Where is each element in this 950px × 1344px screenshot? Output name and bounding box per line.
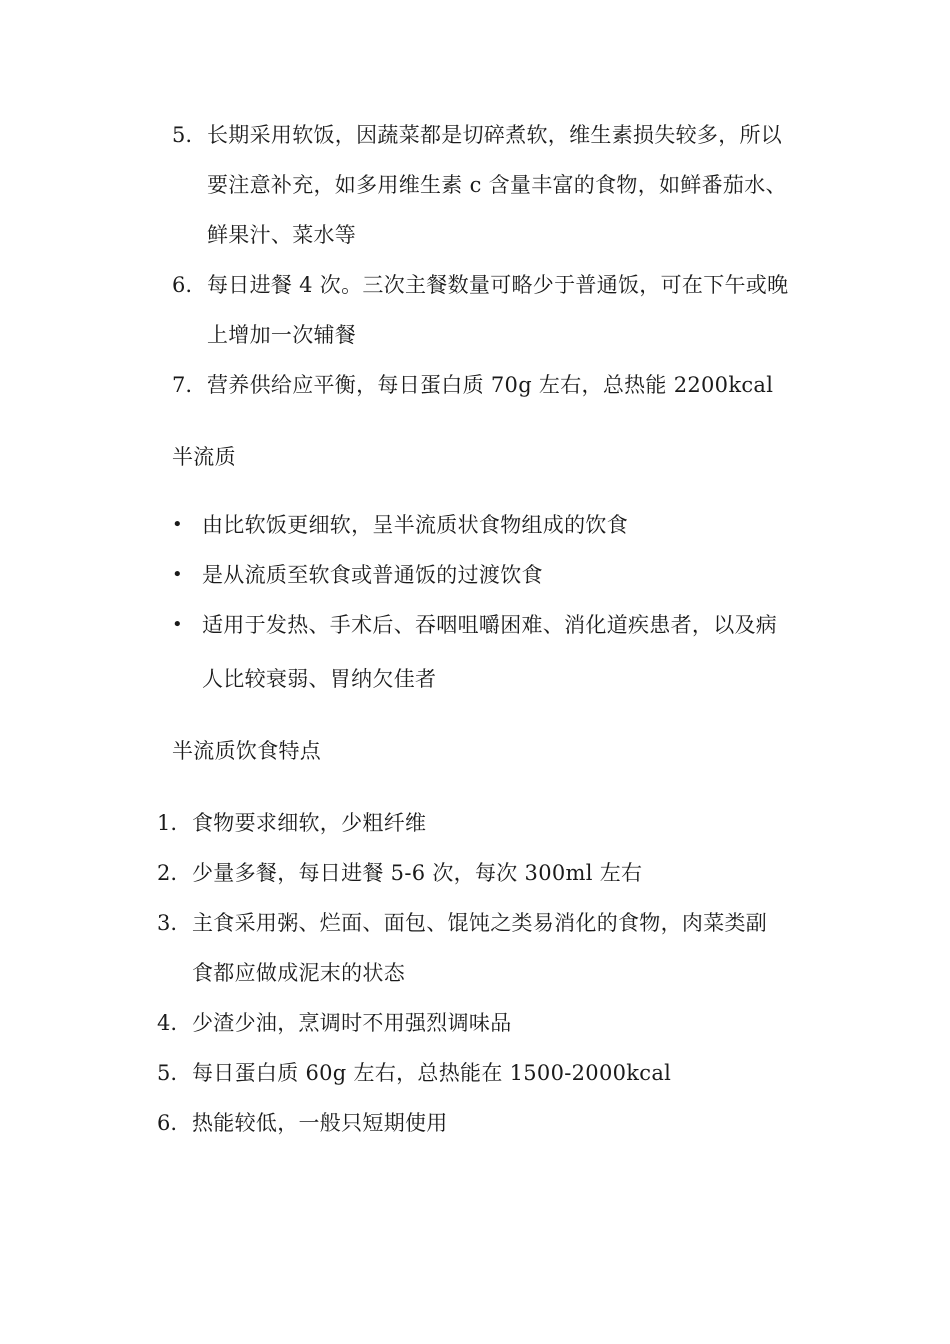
list-item-text: 长期采用软饭，因蔬菜都是切碎煮软，维生素损失较多，所以 bbox=[207, 123, 783, 147]
list-item-text: 要注意补充，如多用维生素 c 含量丰富的食物，如鲜番茄水、 bbox=[207, 173, 787, 197]
list-item-text: 少渣少油，烹调时不用强烈调味品 bbox=[192, 1011, 512, 1035]
list-item-number: 5. bbox=[172, 123, 193, 147]
list-item-number: 5. bbox=[157, 1061, 178, 1085]
bullet-text: 由比软饭更细软，呈半流质状食物组成的饮食 bbox=[202, 513, 628, 537]
list-item-text: 热能较低，一般只短期使用 bbox=[192, 1111, 448, 1135]
list-item-text: 上增加一次辅餐 bbox=[207, 323, 357, 347]
list-item-text: 每日进餐 4 次。三次主餐数量可略少于普通饭，可在下午或晚 bbox=[207, 273, 789, 297]
list-item-number: 7. bbox=[172, 373, 193, 397]
bullet-icon: • bbox=[172, 514, 183, 535]
list-item-number: 6. bbox=[157, 1111, 178, 1135]
bullet-text: 适用于发热、手术后、吞咽咀嚼困难、消化道疾患者，以及病 bbox=[202, 613, 778, 637]
section-heading: 半流质 bbox=[172, 445, 236, 469]
bullet-icon: • bbox=[172, 564, 183, 585]
list-item-text: 主食采用粥、烂面、面包、馄饨之类易消化的食物，肉菜类副 bbox=[192, 911, 768, 935]
list-item-text: 食物要求细软，少粗纤维 bbox=[192, 811, 427, 835]
bullet-text: 是从流质至软食或普通饭的过渡饮食 bbox=[202, 563, 543, 587]
list-item-number: 2. bbox=[157, 861, 178, 885]
bullet-icon: • bbox=[172, 614, 183, 635]
list-item-number: 3. bbox=[157, 911, 178, 935]
list-item-number: 4. bbox=[157, 1011, 178, 1035]
list-item-text: 鲜果汁、菜水等 bbox=[207, 223, 357, 247]
bullet-text: 人比较衰弱、胃纳欠佳者 bbox=[202, 667, 437, 691]
list-item-text: 每日蛋白质 60g 左右，总热能在 1500-2000kcal bbox=[192, 1061, 672, 1085]
section-heading: 半流质饮食特点 bbox=[172, 739, 322, 763]
list-item-text: 食都应做成泥末的状态 bbox=[192, 961, 405, 985]
list-item-text: 营养供给应平衡，每日蛋白质 70g 左右，总热能 2200kcal bbox=[207, 373, 774, 397]
list-item-text: 少量多餐，每日进餐 5-6 次，每次 300ml 左右 bbox=[192, 861, 643, 885]
list-item-number: 6. bbox=[172, 273, 193, 297]
list-item-number: 1. bbox=[157, 811, 178, 835]
